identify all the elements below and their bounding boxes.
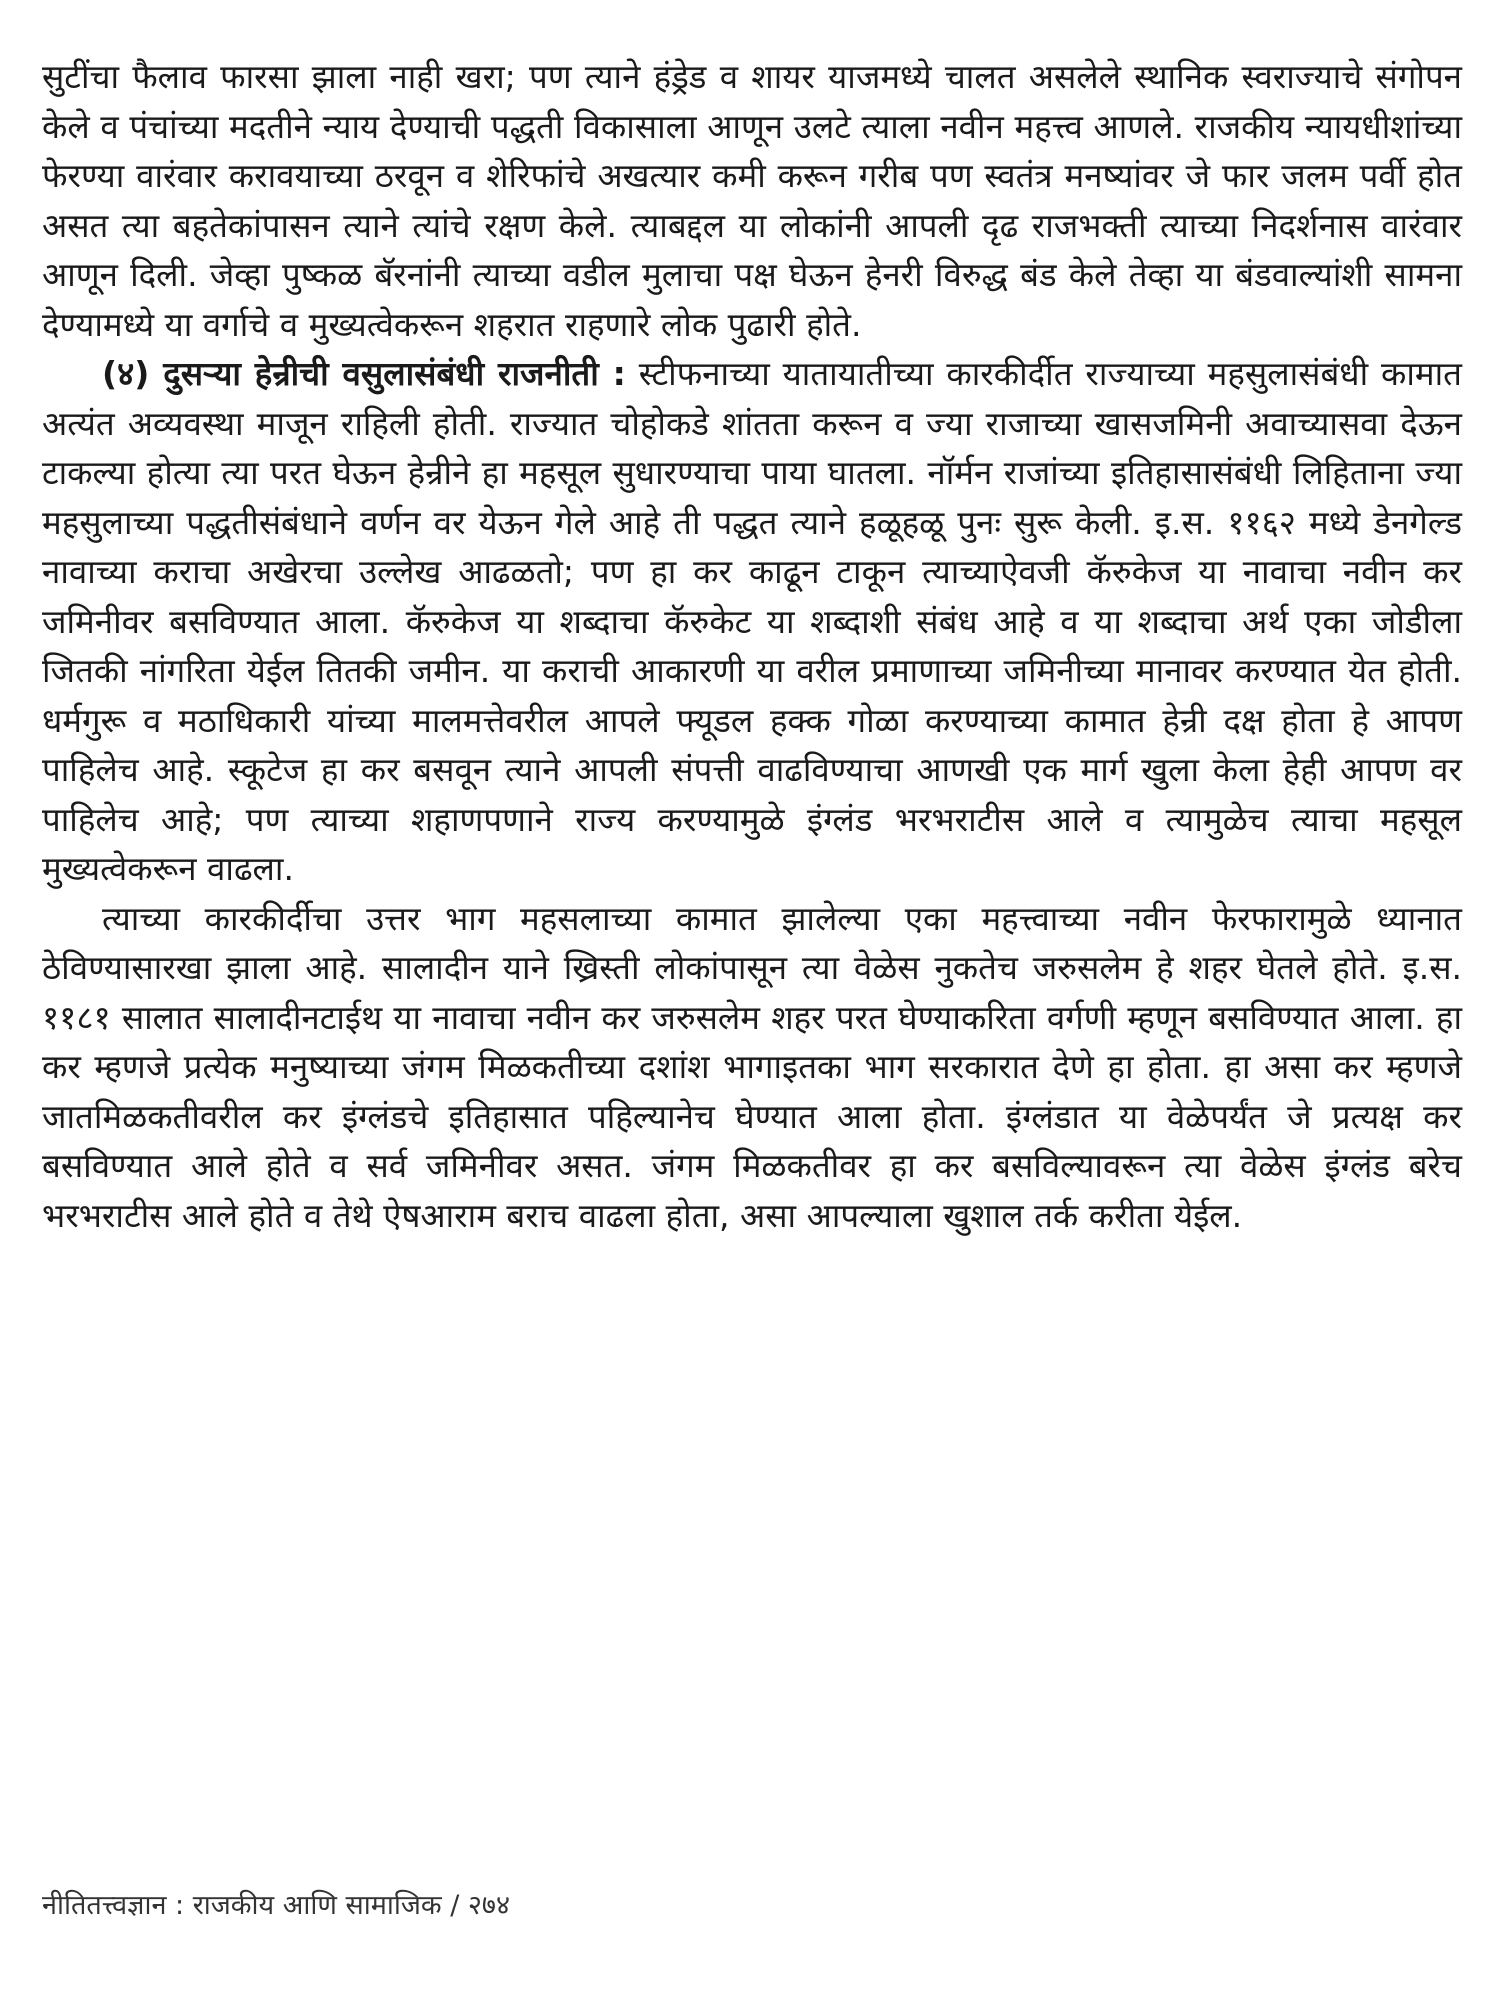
paragraph-2-text: स्टीफनाच्या यातायातीच्या कारकीर्दीत राज्याच्या महसुलासंबंधी कामात अत्यंत अव्यवस्था माजून राहिली होती. राज्यात चोहोकडे शांतता करून व ज्या राजाच्या खासजमिनी अवाच्यासवा देऊन टाकल्या होत्या त्या परत घेऊन हेन्रीने हा महसूल सुधारण्याचा पाया घातला. नॉर्मन राजांच्या इतिहासासंबंधी लिहिताना ज्या महसुलाच्या पद्धतीसंबंधाने वर्णन वर येऊन गेले आहे ती पद्धत त्याने हळूहळू पुनः सुरू केली. इ.स. ११६२ मध्ये डेनगेल्ड नावाच्या कराचा अखेरचा उल्लेख आढळतो; पण हा कर काढून टाकून त्याच्याऐवजी कॅरुकेज या नावाचा नवीन कर जमिनीवर बसविण्यात आला. कॅरुकेज या शब्दाचा कॅरुकेट या शब्दाशी संबंध आहे व या शब्दाचा अर्थ एका जोडीला जितकी नांगरिता येईल तितकी जमीन. या कराची आकारणी या वरील प्रमाणाच्या जमिनीच्या मानावर करण्यात येत होती. धर्मगुरू व मठाधिकारी यांच्या मालमत्तेवरील आपले फ्यूडल हक्क गोळा करण्याच्या कामात हेन्री दक्ष होता हे आपण पाहिलेच आहे. स्कूटेज हा कर बसवून त्याने आपली संपत्ती वाढविण्याचा आणखी एक मार्ग खुला केला हेही आपण वर पाहिलेच आहे; पण त्याच्या शहाणपणाने राज्य करण्यामुळे इंग्लंड भरभराटीस आले व त्यामुळेच त्याचा महसूल मुख्यत्वेकरून वाढला. bbox=[42, 354, 1462, 888]
body-text bbox=[42, 52, 1462, 1240]
paragraph-1-text: सुटींचा फैलाव फारसा झाला नाही खरा; पण त्याने हंड्रेड व शायर याजमध्ये चालत असलेले स्थानिक स्वराज्याचे संगोपन केले व पंचांच्या मदतीने न्याय देण्याची पद्धती विकासाला आणून उलटे त्याला नवीन महत्त्व आणले. राजकीय न्यायधीशांच्या फेरण्या वारंवार करावयाच्या ठरवून व शेरिफांचे अखत्यार कमी करून गरीब पण स्वतंत्र मनष्यांवर जे फार जलम पर्वी होत असत त्या बहतेकांपासन त्याने त्यांचे रक्षण केले. त्याबद्दल या लोकांनी आपली दृढ राजभक्ती त्याच्या निदर्शनास वारंवार आणून दिली. जेव्हा पुष्कळ बॅरनांनी त्याच्या वडील मुलाचा पक्ष घेऊन हेनरी विरुद्ध बंड केले तेव्हा या बंडवाल्यांशी सामना देण्यामध्ये या वर्गाचे व मुख्यत्वेकरून शहरात राहणारे लोक पुढारी होते. bbox=[42, 57, 1462, 344]
paragraph-3 bbox=[42, 894, 1462, 1241]
paragraph-1 bbox=[42, 52, 1462, 349]
page-number: २७४ bbox=[467, 1890, 511, 1921]
page-footer bbox=[42, 1888, 510, 1924]
section-heading: (४) दुसऱ्या हेन्रीची वसुलासंबंधी राजनीती : bbox=[102, 354, 626, 393]
paragraph-3-text: त्याच्या कारकीर्दीचा उत्तर भाग महसलाच्या कामात झालेल्या एका महत्त्वाच्या नवीन फेरफारामुळे ध्यानात ठेविण्यासारखा झाला आहे. सालादीन याने ख्रिस्ती लोकांपासून त्या वेळेस नुकतेच जरुसलेम हे शहर घेतले होते. इ.स. ११८१ सालात सालादीनटाईथ या नावाचा नवीन कर जरुसलेम शहर परत घेण्याकरिता वर्गणी म्हणून बसविण्यात आला. हा कर म्हणजे प्रत्येक मनुष्याच्या जंगम मिळकतीच्या दशांश भागाइतका भाग सरकारात देणे हा होता. हा असा कर म्हणजे जातमिळकतीवरील कर इंग्लंडचे इतिहासात पहिल्यानेच घेण्यात आला होता. इंग्लंडात या वेळेपर्यंत जे प्रत्यक्ष कर बसविण्यात आले होते व सर्व जमिनीवर असत. जंगम मिळकतीवर हा कर बसविल्यावरून त्या वेळेस इंग्लंड बरेच भरभराटीस आले होते व तेथे ऐषआराम बराच वाढला होता, असा आपल्याला खुशाल तर्क करीता येईल. bbox=[42, 898, 1462, 1235]
paragraph-2 bbox=[42, 349, 1462, 894]
footer-book-title: नीतितत्त्वज्ञान : राजकीय आणि सामाजिक / bbox=[42, 1890, 460, 1921]
